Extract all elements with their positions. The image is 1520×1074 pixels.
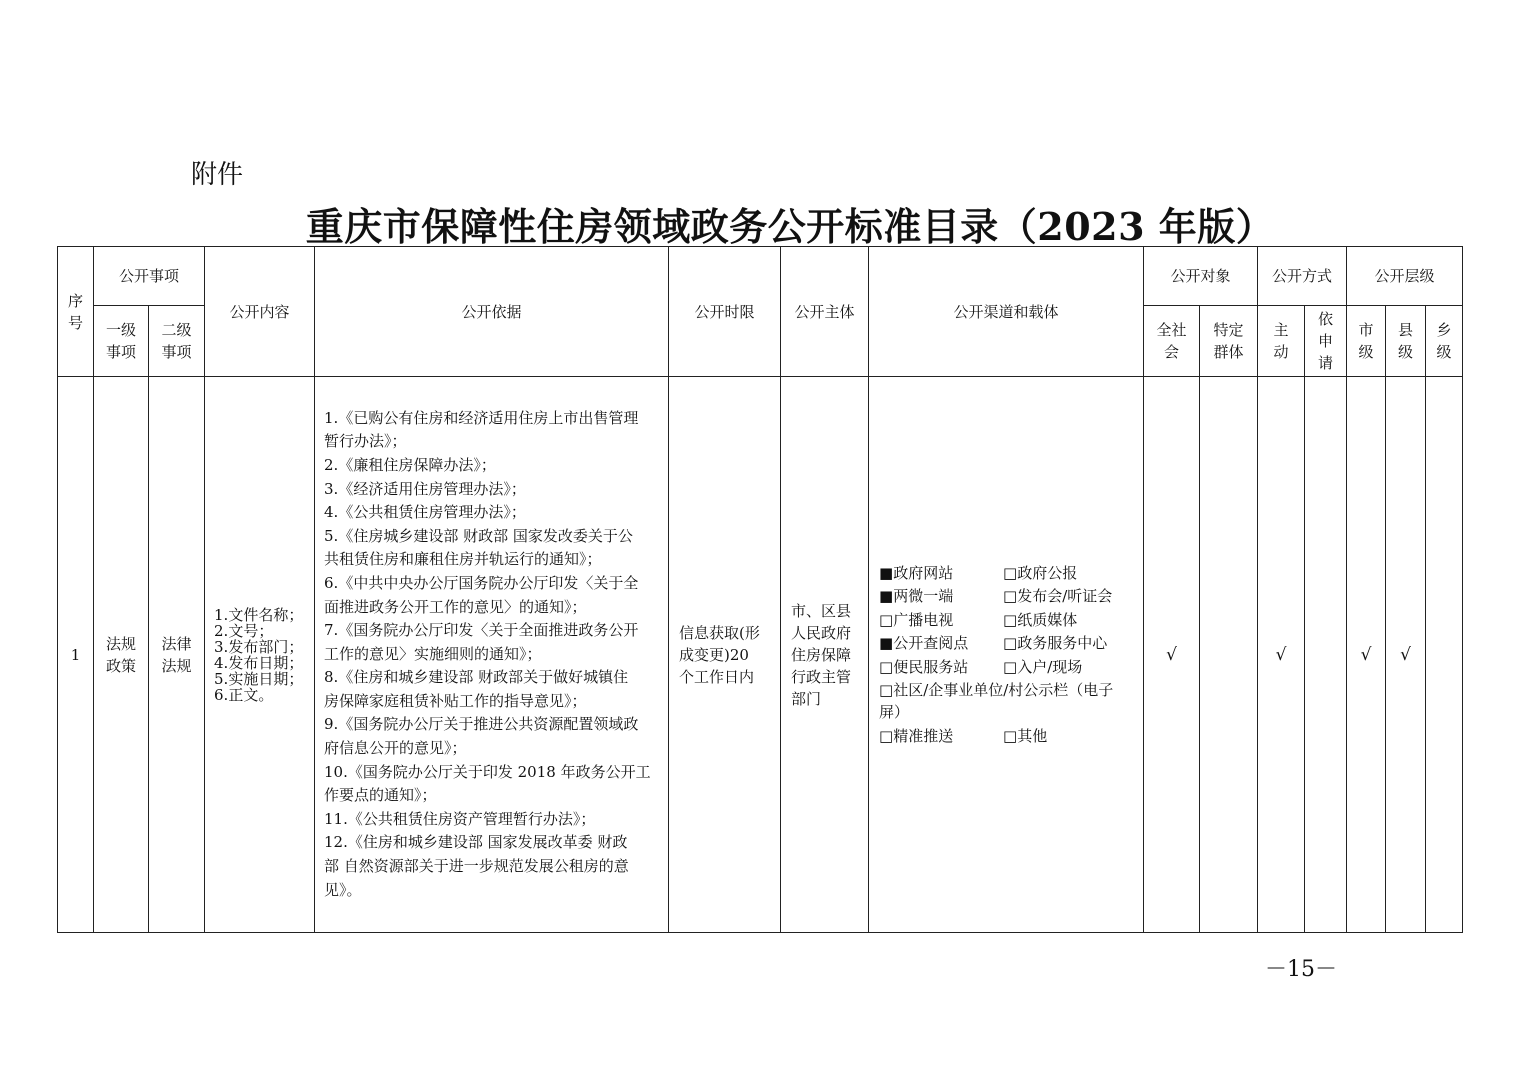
header-level-county-line: 级: [1398, 343, 1414, 361]
row-level1-line: 法规: [105, 634, 136, 653]
header-method-request-line: 请: [1318, 354, 1334, 372]
header-method: 公开方式: [1258, 247, 1347, 306]
header-method-active: [1258, 306, 1305, 377]
channel-item: □广播电视: [879, 610, 954, 629]
header-item: 公开事项: [94, 247, 205, 306]
row-level1: [94, 377, 149, 933]
channel-item: □发布会/听证会: [1003, 587, 1113, 606]
header-level1-line: 一级: [105, 321, 136, 339]
channel-item: □纸质媒体: [1003, 610, 1078, 629]
header-level1: [94, 306, 149, 377]
check-target-all: √: [1144, 377, 1200, 933]
basis-line: 府信息公开的意见》；: [324, 739, 467, 758]
header-basis: 公开依据: [315, 247, 669, 377]
row-time-limit: [669, 377, 781, 933]
channel-item: □便民服务站: [879, 657, 969, 676]
row-level1-line: 政策: [105, 656, 136, 675]
row-subject: [781, 377, 869, 933]
time-limit-line: 成变更)20: [679, 645, 749, 664]
header-level1-line: 事项: [105, 343, 136, 361]
channel-item: □其他: [1003, 726, 1048, 745]
check-method-request: [1305, 377, 1347, 933]
basis-line: 6.《中共中央办公厅国务院办公厅印发〈关于全: [324, 573, 639, 592]
header-seq: [58, 247, 94, 377]
header-level: 公开层级: [1347, 247, 1463, 306]
header-target: 公开对象: [1144, 247, 1258, 306]
check-level-town: [1426, 377, 1463, 933]
header-target-all: [1144, 306, 1200, 377]
header-content: 公开内容: [205, 247, 315, 377]
header-method-request-line: 申: [1318, 332, 1334, 350]
content-line: 5.实施日期；: [214, 669, 304, 688]
basis-line: 工作的意见〉实施细则的通知》；: [324, 644, 542, 663]
subject-line: 行政主管: [791, 667, 852, 686]
header-method-active-line: 主: [1273, 321, 1289, 339]
basis-line: 部 自然资源部关于进一步规范发展公租房的意: [324, 857, 629, 876]
basis-line: 8.《住房和城乡建设部 财政部关于做好城镇住: [324, 668, 629, 687]
row-level2-line: 法律: [161, 634, 192, 653]
header-level-town: [1426, 306, 1463, 377]
check-method-active: √: [1258, 377, 1305, 933]
subject-line: 市、区县: [791, 601, 852, 620]
header-level-county: [1386, 306, 1426, 377]
header-target-specific-line: 特定: [1213, 321, 1244, 339]
basis-line: 2.《廉租住房保障办法》；: [324, 455, 496, 474]
channel-item: ■公开查阅点: [879, 634, 969, 653]
content-line: 3.发布部门；: [214, 637, 304, 656]
subject-line: 住房保障: [791, 645, 852, 664]
basis-line: 9.《国务院办公厅关于推进公共资源配置领域政: [324, 715, 639, 734]
row-level2-line: 法规: [161, 656, 192, 675]
channel-item: □社区/企事业单位/村公示栏（电子屏）: [879, 680, 1114, 722]
content-line: 2.文号；: [214, 621, 274, 640]
header-target-all-line: 全社: [1156, 321, 1187, 339]
check-target-specific: [1200, 377, 1258, 933]
basis-line: 暂行办法》；: [324, 432, 407, 451]
row-basis: [315, 377, 669, 933]
header-subject: 公开主体: [781, 247, 869, 377]
basis-line: 10.《国务院办公厅关于印发 2018 年政务公开工: [324, 762, 651, 781]
row-seq: 1: [58, 377, 94, 933]
check-level-county: √: [1386, 377, 1426, 933]
time-limit-line: 个工作日内: [679, 667, 755, 686]
channel-item: □政务服务中心: [1003, 634, 1108, 653]
header-target-all-line: 会: [1164, 343, 1180, 361]
content-line: 1.文件名称；: [214, 605, 304, 624]
check-level-city: √: [1347, 377, 1386, 933]
header-level2: [149, 306, 205, 377]
content-line: 4.发布日期；: [214, 653, 304, 672]
basis-line: 作要点的通知》；: [324, 786, 437, 805]
header-target-specific-line: 群体: [1213, 343, 1244, 361]
header-time-limit: 公开时限: [669, 247, 781, 377]
channel-item: □入户/现场: [1003, 657, 1083, 676]
basis-line: 7.《国务院办公厅印发〈关于全面推进政务公开: [324, 621, 639, 640]
subject-line: 人民政府: [791, 623, 852, 642]
header-level-town-line: 乡: [1436, 321, 1452, 339]
basis-line: 4.《公共租赁住房管理办法》；: [324, 503, 526, 522]
header-target-specific: [1200, 306, 1258, 377]
row-level2: [149, 377, 205, 933]
header-level-county-line: 县: [1398, 321, 1414, 339]
page-title: 重庆市保障性住房领域政务公开标准目录（2023 年版）: [305, 204, 1275, 249]
header-level-city-line: 市: [1358, 321, 1374, 339]
subject-line: 部门: [791, 689, 822, 708]
header-level2-line: 二级: [161, 321, 192, 339]
channel-item: □精准推送: [879, 726, 954, 745]
row-channels: [869, 377, 1144, 933]
header-method-request-line: 依: [1318, 310, 1334, 328]
channels-list: [879, 562, 1143, 747]
content-line: 6.正文。: [214, 685, 274, 704]
header-seq-line: 序: [67, 291, 83, 310]
basis-line: 共租赁住房和廉租住房并轨运行的通知》；: [324, 550, 602, 569]
header-seq-line: 号: [67, 313, 83, 332]
basis-line: 1.《已购公有住房和经济适用住房上市出售管理: [324, 408, 639, 427]
time-limit-line: 信息获取(形: [679, 623, 760, 642]
header-level2-line: 事项: [161, 343, 192, 361]
header-channels: 公开渠道和载体: [869, 247, 1144, 377]
basis-line: 3.《经济适用住房管理办法》；: [324, 479, 526, 498]
row-content: [205, 377, 315, 933]
header-level-town-line: 级: [1436, 343, 1452, 361]
attachment-label: 附件: [191, 160, 244, 190]
basis-line: 5.《住房城乡建设部 财政部 国家发改委关于公: [324, 526, 633, 545]
table-row: [58, 377, 1463, 933]
basis-line: 11.《公共租赁住房资产管理暂行办法》；: [324, 809, 596, 828]
catalog-table: [57, 246, 1463, 933]
basis-line: 面推进政务公开工作的意见〉的通知》；: [324, 597, 587, 616]
channel-item: ■政府网站: [879, 563, 954, 582]
header-method-active-line: 动: [1273, 343, 1289, 361]
header-method-request: [1305, 306, 1347, 377]
basis-line: 12.《住房和城乡建设部 国家发展改革委 财政: [324, 833, 628, 852]
channel-item: □政府公报: [1003, 563, 1078, 582]
basis-line: 见》。: [324, 880, 362, 899]
channel-item: ■两微一端: [879, 587, 954, 606]
header-level-city: [1347, 306, 1386, 377]
page-number: －15－: [1265, 957, 1337, 982]
header-level-city-line: 级: [1358, 343, 1374, 361]
header-row-1: [58, 247, 1463, 306]
basis-line: 房保障家庭租赁补贴工作的指导意见》；: [324, 691, 587, 710]
